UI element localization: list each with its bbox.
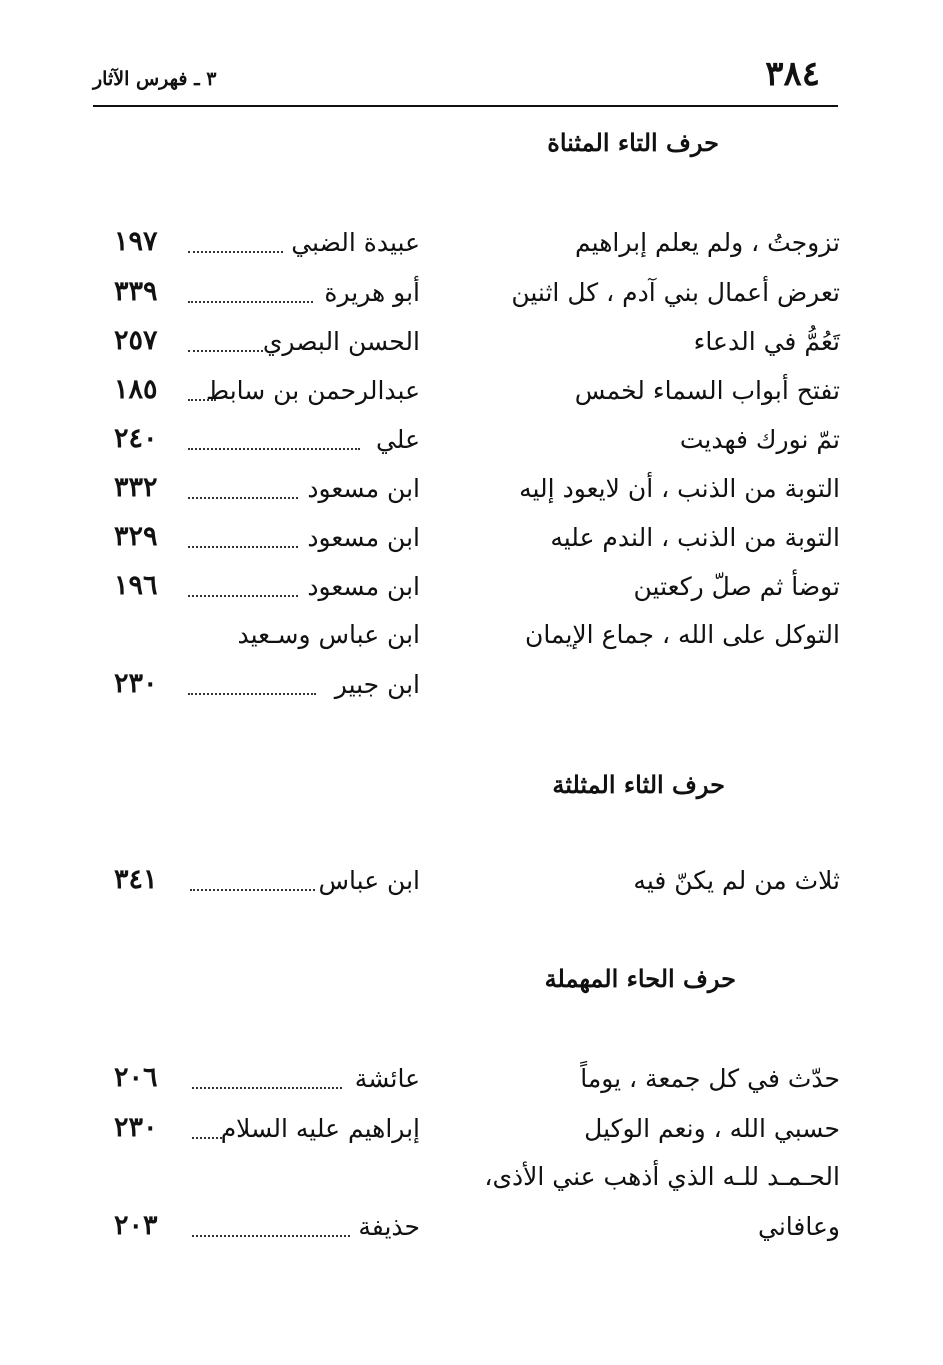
index-entry <box>100 1064 840 1110</box>
index-entry <box>100 376 840 422</box>
entry-page-ref: ١٩٧ <box>114 226 158 257</box>
entry-text: تفتح أبواب السماء لخمس <box>574 376 840 405</box>
section-heading: حرف الحاء المهملة <box>544 964 736 993</box>
index-entry <box>100 1114 840 1160</box>
entry-narrator: ابن مسعود <box>307 523 420 552</box>
dot-leader <box>188 399 216 401</box>
dot-leader <box>188 546 298 548</box>
entry-page-ref: ٣٤١ <box>114 864 158 895</box>
index-entry <box>100 1162 840 1208</box>
entry-narrator: عبيدة الضبي <box>291 228 420 257</box>
index-entry <box>100 572 840 618</box>
entry-text: تزوجتُ ، ولم يعلم إبراهيم <box>575 228 840 257</box>
entry-narrator: أبو هريرة <box>324 278 420 307</box>
section-heading: حرف الثاء المثلثة <box>552 770 725 799</box>
entry-text: توضأ ثم صلّ ركعتين <box>633 572 840 601</box>
entry-narrator: الحسن البصري <box>262 327 420 356</box>
entry-page-ref: ٣٣٩ <box>114 276 158 307</box>
entry-narrator: حذيفة <box>358 1212 420 1241</box>
entry-text: حسبي الله ، ونعم الوكيل <box>584 1114 840 1143</box>
entry-narrator: ابن عباس وسـعيد <box>237 620 420 649</box>
index-entry <box>100 670 840 716</box>
dot-leader <box>188 595 298 597</box>
running-title: ٣ ـ فهرس الآثار <box>93 68 217 90</box>
entry-text: تَعُمُّ في الدعاء <box>693 327 840 356</box>
entry-narrator: ابن مسعود <box>307 474 420 503</box>
entry-narrator: عائشة <box>354 1064 420 1093</box>
index-entry <box>100 327 840 373</box>
entry-text: حدّث في كل جمعة ، يوماً <box>580 1064 840 1093</box>
entry-text: التوبة من الذنب ، أن لايعود إليه <box>519 474 840 503</box>
entry-text: التوكل على الله ، جماع الإيمان <box>525 620 840 649</box>
index-entry <box>100 474 840 520</box>
index-entry <box>100 866 840 912</box>
dot-leader <box>188 448 360 450</box>
dot-leader <box>190 889 315 891</box>
dot-leader <box>192 1137 222 1139</box>
index-entry <box>100 620 840 666</box>
entry-page-ref: ٢٣٠ <box>114 1112 158 1143</box>
entry-narrator: ابن عباس <box>318 866 420 895</box>
dot-leader <box>188 251 283 253</box>
entry-page-ref: ٢٥٧ <box>114 325 158 356</box>
entry-page-ref: ٣٢٩ <box>114 521 158 552</box>
entry-narrator: إبراهيم عليه السلام <box>220 1114 420 1143</box>
index-entry <box>100 1212 840 1258</box>
entry-page-ref: ٢٠٣ <box>114 1210 158 1241</box>
dot-leader <box>192 1087 342 1089</box>
entry-page-ref: ١٨٥ <box>114 374 158 405</box>
index-entry <box>100 523 840 569</box>
entry-page-ref: ٣٣٢ <box>114 472 158 503</box>
entry-page-ref: ٢٤٠ <box>114 423 158 454</box>
dot-leader <box>188 301 313 303</box>
index-entry <box>100 425 840 471</box>
entry-text: وعافاني <box>758 1212 840 1241</box>
entry-page-ref: ٢٣٠ <box>114 668 158 699</box>
entry-narrator: ابن جبير <box>334 670 420 699</box>
entry-narrator: علي <box>375 425 420 454</box>
entry-text: التوبة من الذنب ، الندم عليه <box>550 523 840 552</box>
entry-text: ثلاث من لم يكنّ فيه <box>633 866 840 895</box>
entry-text: تمّ نورك فهديت <box>679 425 840 454</box>
entry-page-ref: ٢٠٦ <box>114 1062 158 1093</box>
index-entry <box>100 228 840 274</box>
entry-page-ref: ١٩٦ <box>114 570 158 601</box>
entry-text: الحـمـد للـه الذي أذهب عني الأذى، <box>484 1162 840 1191</box>
entry-narrator: ابن مسعود <box>307 572 420 601</box>
section-heading: حرف التاء المثناة <box>547 128 719 157</box>
entry-narrator: عبدالرحمن بن سابط <box>205 376 420 405</box>
dot-leader <box>188 693 316 695</box>
dot-leader <box>188 350 263 352</box>
entry-text: تعرض أعمال بني آدم ، كل اثنين <box>511 278 840 307</box>
dot-leader <box>192 1235 350 1237</box>
dot-leader <box>188 497 298 499</box>
page-header <box>93 50 838 106</box>
header-rule <box>93 105 838 107</box>
page-number: ٣٨٤ <box>765 54 820 94</box>
index-entry <box>100 278 840 324</box>
